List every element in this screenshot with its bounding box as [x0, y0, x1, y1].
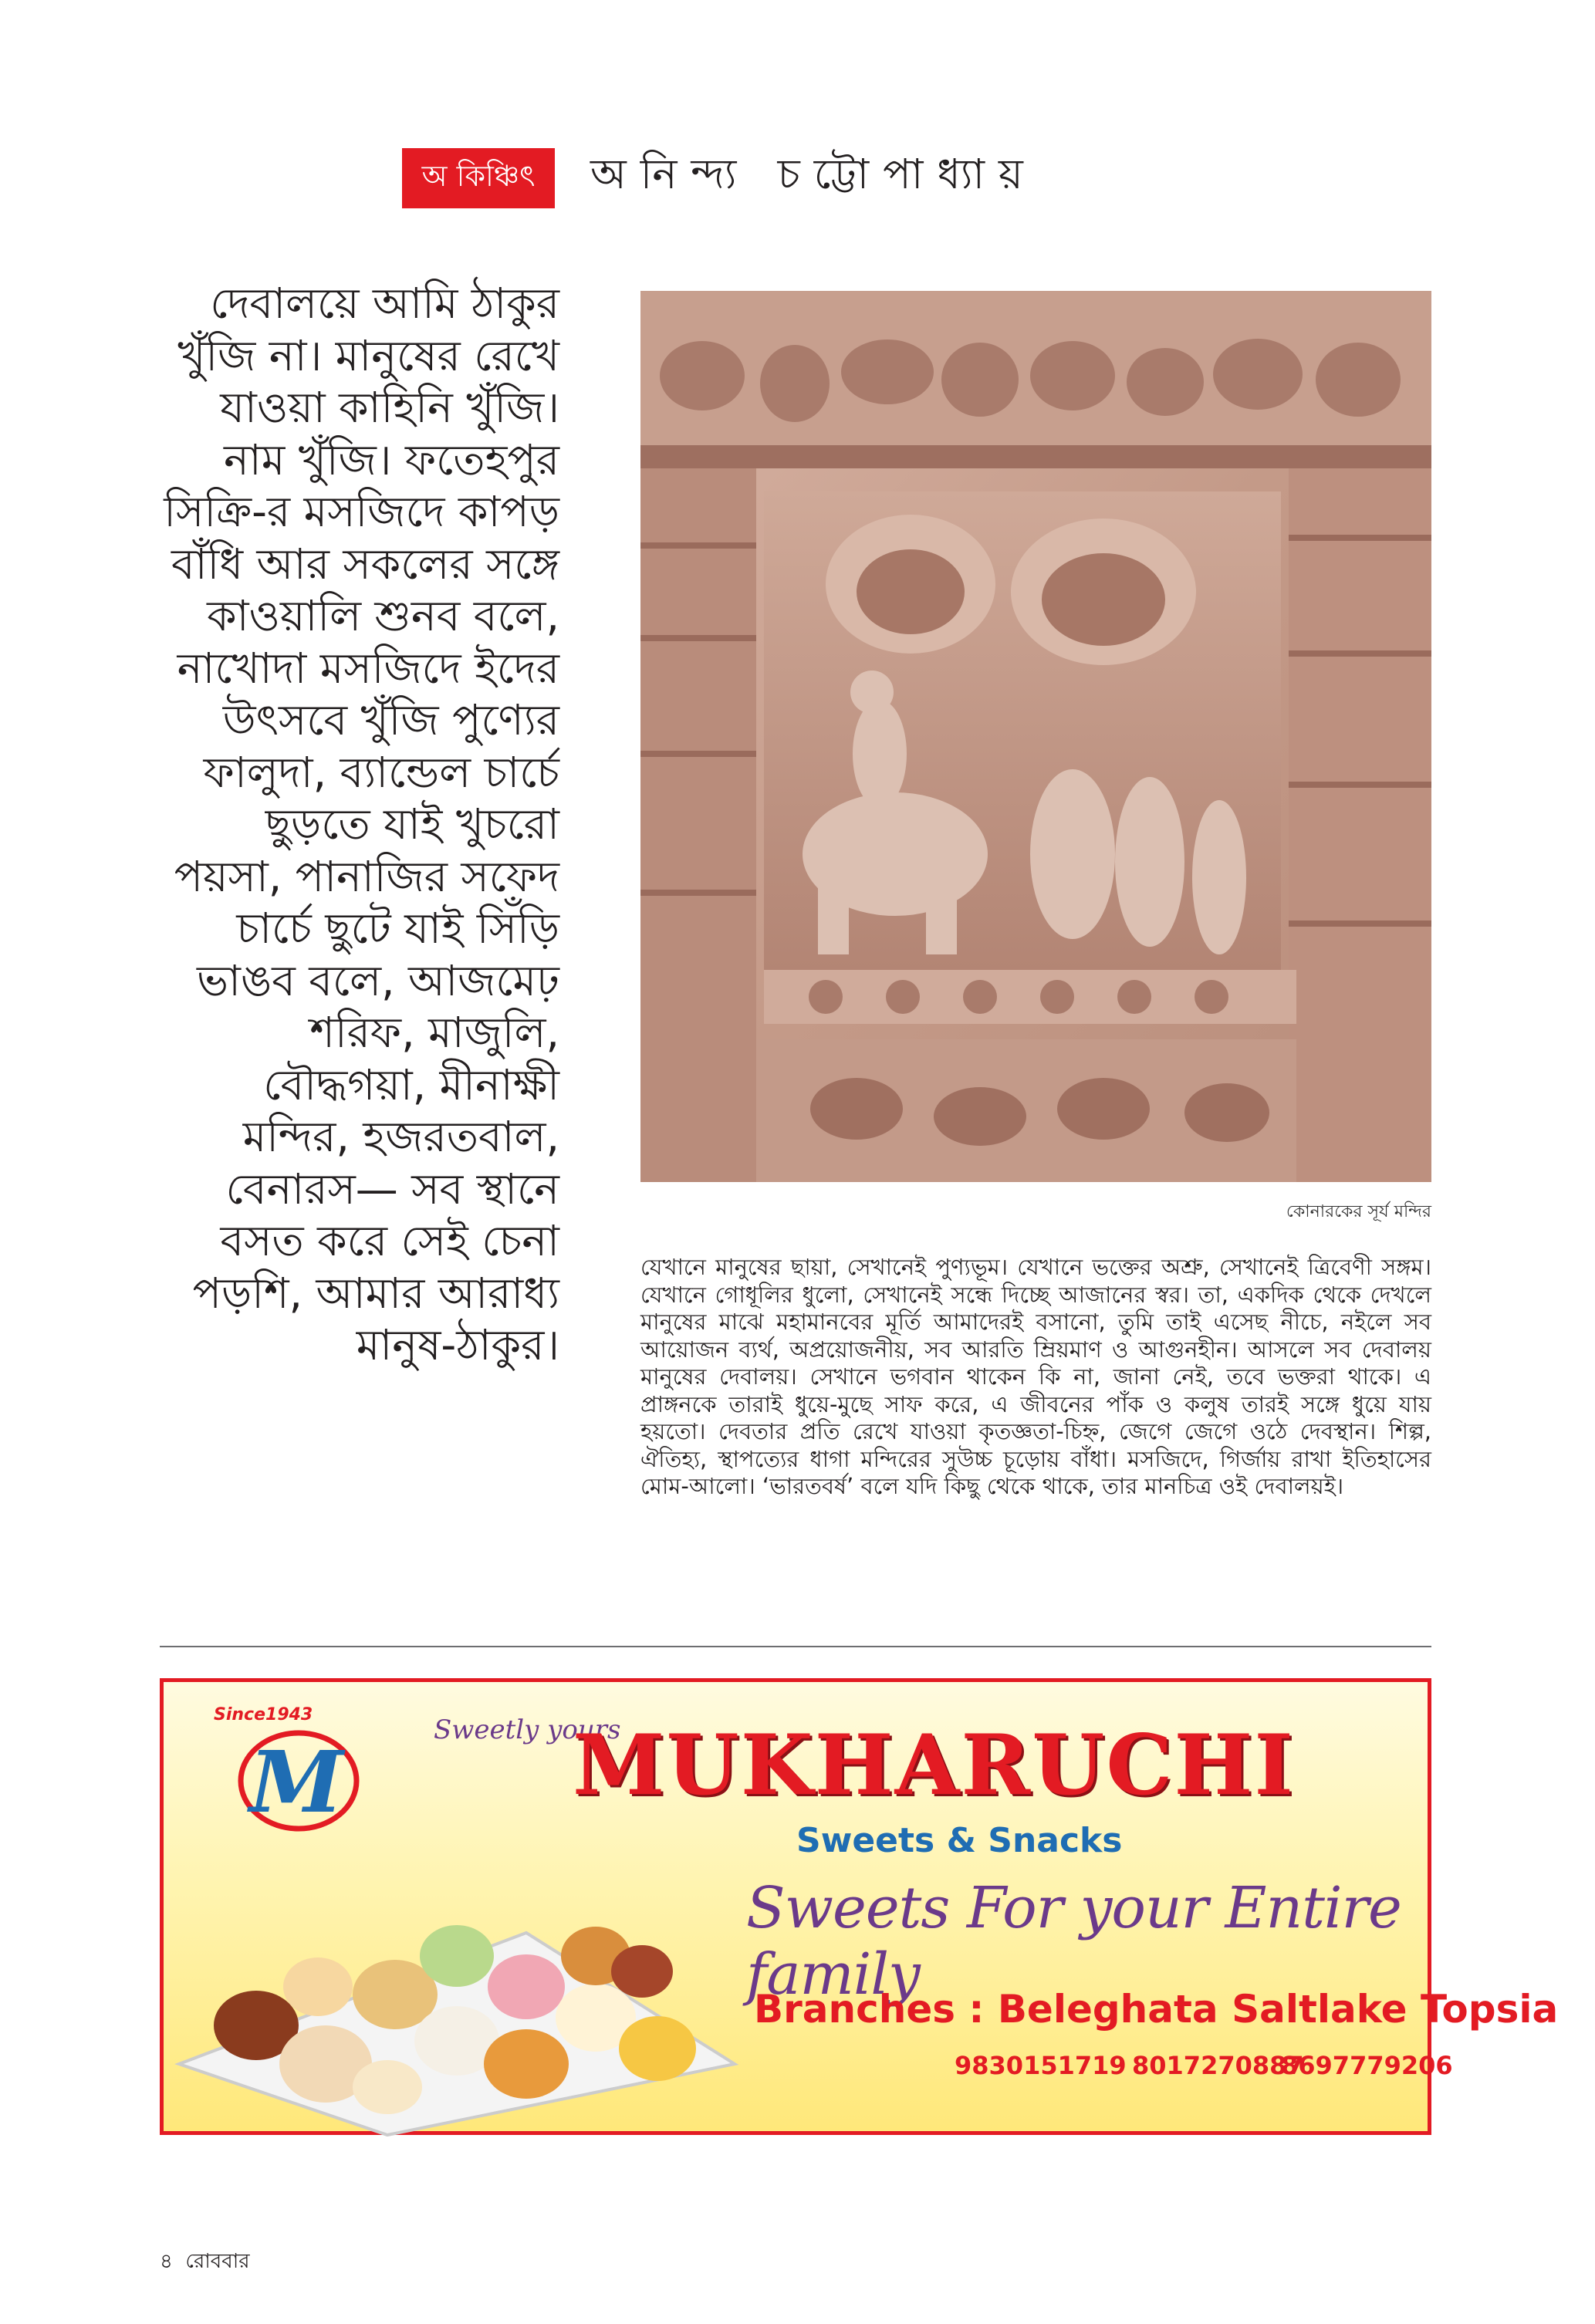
ad-phone-saltlake: 8017270887 — [1132, 2051, 1304, 2080]
ad-phone-topsia: 8697779206 — [1281, 2051, 1453, 2080]
ad-logo-letter: M — [249, 1732, 343, 1832]
ad-brand-name: MUKHARUCHI — [573, 1717, 1295, 1814]
article-body: যেখানে মানুষের ছায়া, সেখানেই পুণ্যভূম। যেখানে ভক্তের অশ্রু, সেখানেই ত্রিবেণী সঙ্গম। যেখানে গোধূলির ধুলো, সেখানেই সন্ধে দিচ্ছে আজানের স্বর। তা, একদিক থেকে দেখলে মানুষের মাঝে মহামানবের মূর্তি আমাদেরই বসানো, তুমি তাই এসেছ নীচে, নইলে সব আয়োজন ব্যর্থ, অপ্রয়োজনীয়, সব আরতি ম্রিয়মাণ ও আগুনহীন। আসলে সব দেবালয় মানুষের দেবালয়। সেখানে ভগবান থাকেন কি না, জানা নেই, তবে ভক্তরা থাকে। এ প্রাঙ্গনকে তারাই ধুয়ে-মুছে সাফ করে, এ জীবনের পাঁক ও কলুষ তারই সঙ্গে ধুয়ে যায় হয়তো। দেবতার প্রতি রেখে যাওয়া কৃতজ্ঞতা-চিহ্ন, জেগে জেগে ওঠে দেবস্থান। শিল্প, ঐতিহ্য, স্থাপত্যের ধাগা মন্দিরের সুউচ্চ চূড়োয় বাঁধা। মসজিদে, গির্জায় রাখা ইতিহাসের মোম-আলো। ‘ভারতবর্ষ’ বলে যদি কিছু থেকে থাকে, তার মানচিত্র ওই দেবালয়ই। — [640, 1254, 1431, 1499]
ad-since-label: Since1943 — [214, 1705, 313, 1724]
section-badge: অ কিঞ্চিৎ — [402, 148, 555, 208]
ad-phone-beleghata: 9830151719 — [955, 2051, 1127, 2080]
ad-subbrand: Sweets & Snacks — [796, 1821, 1123, 1860]
sweets-plate-image — [164, 1833, 750, 2135]
pull-quote: দেবালয়ে আমি ঠাকুর খুঁজি না। মানুষের রেখে যাওয়া কাহিনি খুঁজি। নাম খুঁজি। ফতেহপুর সিক্রি-র মসজিদে কাপড় বাঁধি আর সকলের সঙ্গে কাওয়ালি শুনব বলে, নাখোদা মসজিদে ইদের উৎসবে খুঁজি পুণ্যের ফালুদা, ব্যান্ডেল চার্চে ছুড়তে যাই খুচরো পয়সা, পানাজির সফেদ চার্চে ছুটে যাই সিঁড়ি ভাঙব বলে, আজমেঢ় শরিফ, মাজুলি, বৌদ্ধগয়া, মীনাক্ষী মন্দির, হজরতবাল, বেনারস— সব স্থানে বসত করে সেই চেনা পড়শি, আমার আরাধ্য মানুষ-ঠাকুর। — [164, 279, 559, 1370]
ad-sweetly-yours: Sweetly yours — [434, 1714, 621, 1745]
mukharuchi-logo-icon — [225, 1721, 364, 1836]
author-name: অনিন্দ্য চট্টোপাধ্যায় — [590, 150, 1037, 198]
page-footer — [160, 2245, 250, 2279]
page-number: ৪ — [160, 2250, 173, 2273]
ad-tagline: Sweets For your Entire family — [746, 1875, 1401, 2008]
publication-name: রোববার — [185, 2250, 250, 2273]
ad-branches: Branches : Beleghata Saltlake Topsia — [754, 1987, 1559, 2032]
photo-caption: কোনারকের সূর্য মন্দির — [1286, 1202, 1431, 1221]
mukharuchi-advertisement — [160, 1678, 1559, 2135]
section-divider — [160, 1646, 1431, 1647]
temple-relief-illustration — [640, 291, 1431, 1182]
temple-relief-photo — [640, 291, 1431, 1182]
